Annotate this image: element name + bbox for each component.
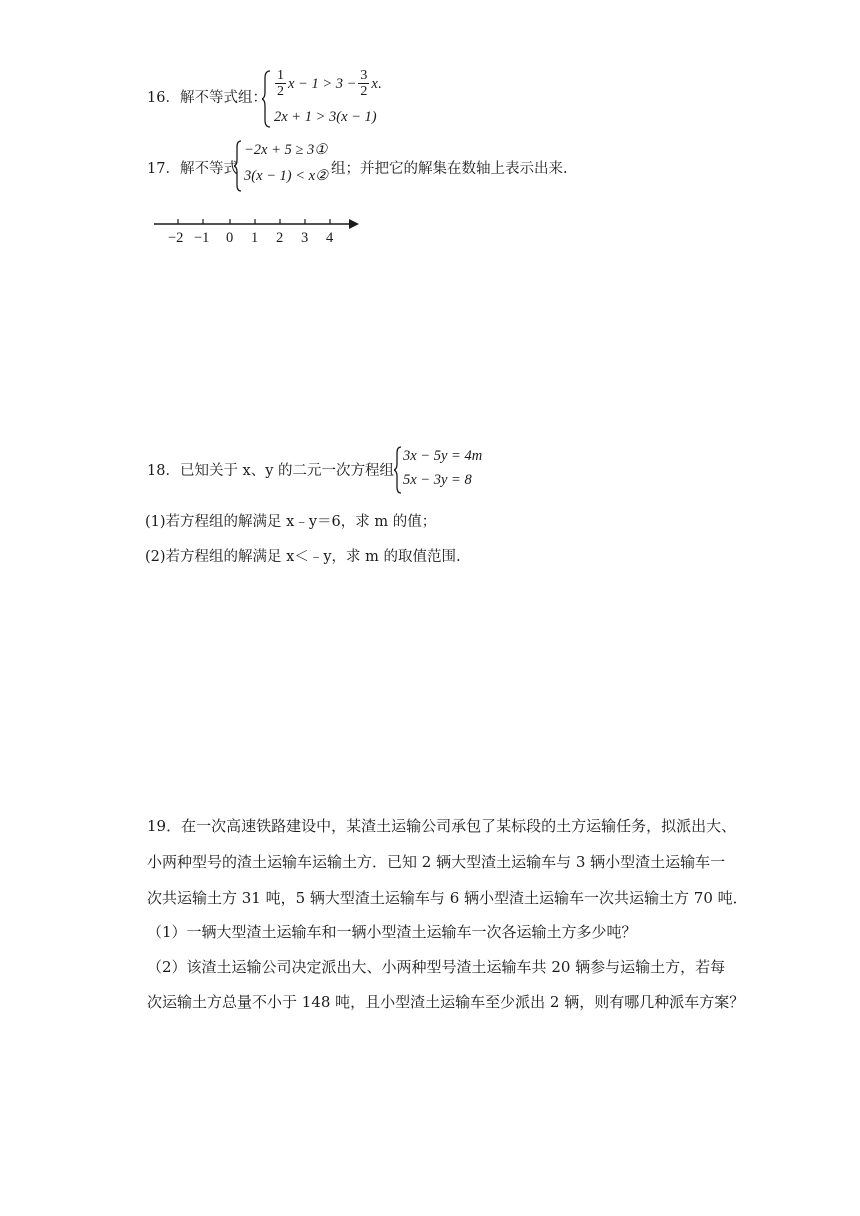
q18-prefix: 18．已知关于 x、y 的二元一次方程组 — [147, 463, 395, 479]
axis-tick-label: 3 — [301, 230, 309, 246]
q18-part1: (1)若方程组的解满足 x﹣y＝6，求 m 的值； — [145, 514, 437, 530]
q17-suffix: 组；并把它的解集在数轴上表示出来. — [331, 161, 568, 177]
q19-line4: （1）一辆大型渣土运输车和一辆小型渣土运输车一次各运输土方多少吨？ — [147, 923, 637, 941]
axis-tick-label: −2 — [168, 230, 184, 246]
q17-row2: 3(x − 1) < x② — [244, 168, 329, 184]
axis-tick-label: 4 — [326, 230, 334, 246]
q18-brace — [394, 446, 403, 494]
axis-tick-label: −1 — [194, 230, 210, 246]
q19-line2: 小两种型号的渣土运输车运输土方．已知 2 辆大型渣土运输车与 3 辆小型渣土运输车一 — [147, 853, 726, 871]
axis-tick-label: 2 — [276, 230, 284, 246]
q19-line3: 次共运输土方 31 吨，5 辆大型渣土运输车与 6 辆小型渣土运输车一次共运输土方 70 吨． — [147, 889, 748, 907]
q16-brace — [262, 70, 272, 128]
q19-line6: 次运输土方总量不小于 148 吨，且小型渣土运输车至少派出 2 辆，则有哪几种派车方案？ — [147, 993, 745, 1011]
q18-row2: 5x − 3y = 8 — [403, 472, 472, 488]
q17-brace — [234, 140, 243, 192]
axis-tick-label: 0 — [226, 230, 234, 246]
q18-part2: (2)若方程组的解满足 x＜﹣y，求 m 的取值范围. — [145, 549, 461, 565]
q16-prefix: 16．解不等式组： — [147, 90, 267, 106]
axis-tick-label: 1 — [251, 230, 259, 246]
q16-frac-half: $\frac{1}{2}$ — [277, 68, 284, 99]
q17-prefix: 17．解不等式 — [147, 161, 238, 177]
q16-row2: 2x + 1 > 3(x − 1) — [274, 109, 377, 125]
q17-row1: −2x + 5 ≥ 3① — [244, 142, 328, 158]
q18-row1: 3x − 5y = 4m — [403, 448, 483, 464]
q19-line1: 19．在一次高速铁路建设中，某渣土运输公司承包了某标段的土方运输任务，拟派出大、 — [147, 817, 737, 835]
q16-frac-three-halves: $\frac{3}{2}$ — [360, 68, 368, 99]
q19-line5: （2）该渣土运输公司决定派出大、小两种型号渣土运输车共 20 辆参与运输土方，若每 — [147, 958, 726, 976]
q16-row1: $\frac{1}{2}$ x − 1 > 3 − $\frac{3}{2}$ x. — [277, 68, 382, 99]
